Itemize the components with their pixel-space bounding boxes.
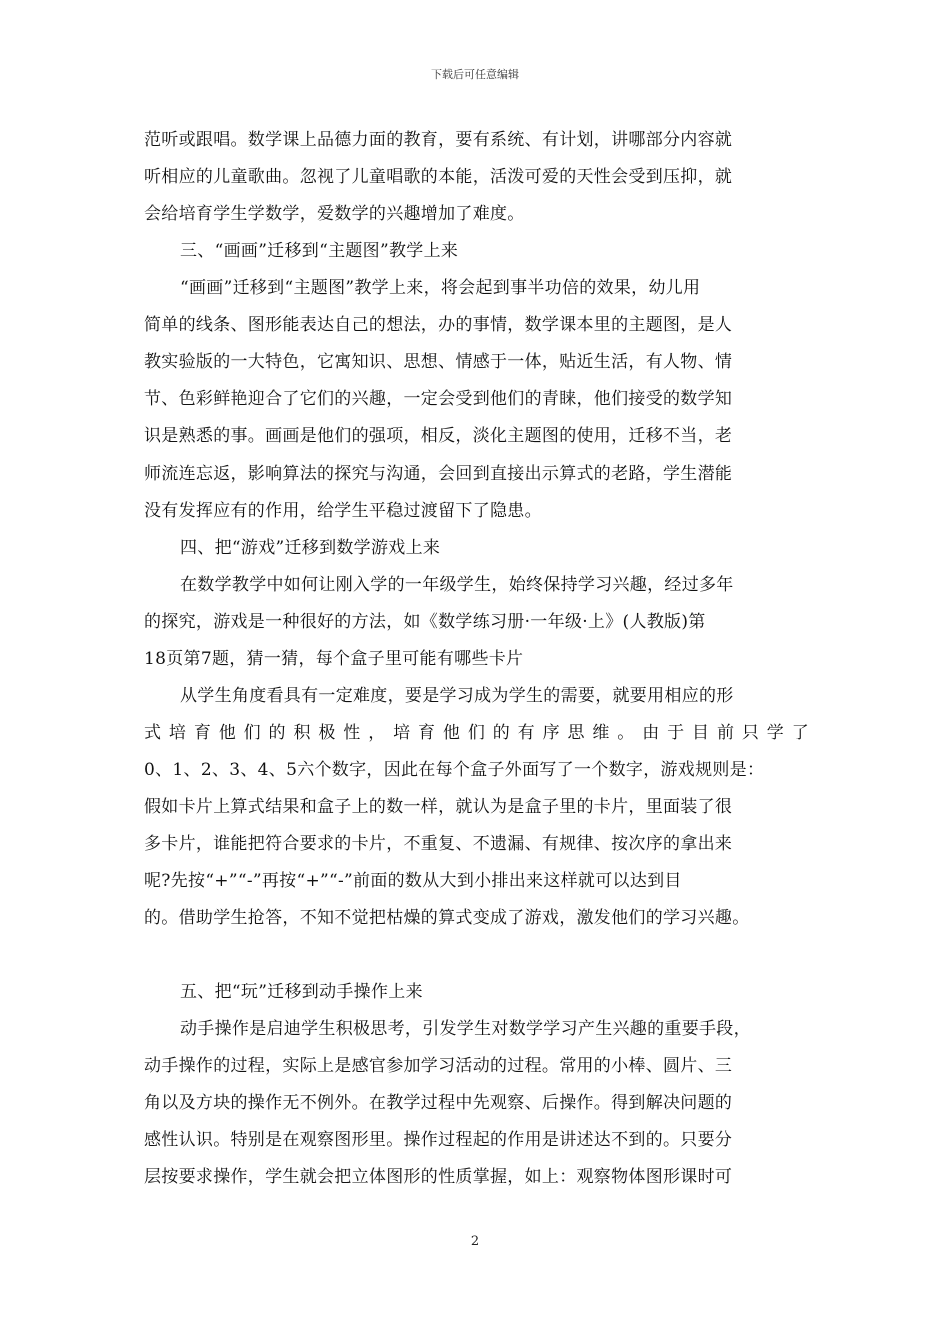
text-line: 感性认识。特别是在观察图形里。操作过程起的作用是讲述达不到的。只要分 [144,1130,733,1150]
text-line: 没有发挥应有的作用，给学生平稳过渡留下了隐患。 [144,501,542,521]
text-line: 假如卡片上算式结果和盒子上的数一样，就认为是盒子里的卡片，里面装了很 [144,797,733,817]
section-heading: 三、“画画”迁移到“主题图”教学上来 [180,241,459,261]
text-line: 在数学教学中如何让刚入学的一年级学生，始终保持学习兴趣，经过多年 [180,575,734,595]
text-line: 会给培育学生学数学，爱数学的兴趣增加了难度。 [144,204,525,224]
text-line: 多卡片，谁能把符合要求的卡片，不重复、不遗漏、有规律、按次序的拿出来 [144,834,733,854]
text-line: 的探究，游戏是一种很好的方法，如《数学练习册·一年级·上》(人教版)第 [144,612,706,632]
text-line: 动手操作是启迪学生积极思考，引发学生对数学学习产生兴趣的重要手段， [180,1019,751,1039]
text-line: “画画”迁移到“主题图”教学上来，将会起到事半功倍的效果，幼儿用 [180,278,701,298]
section-heading: 五、把“玩”迁移到动手操作上来 [180,982,423,1002]
section-heading: 四、把“游戏”迁移到数学游戏上来 [180,538,441,558]
text-line: 角以及方块的操作无不例外。在教学过程中先观察、后操作。得到解决问题的 [144,1093,733,1113]
text-line: 范听或跟唱。数学课上品德力面的教育，要有系统、有计划，讲哪部分内容就 [144,130,733,150]
text-line: 从学生角度看具有一定难度，要是学习成为学生的需要，就要用相应的形 [180,686,734,706]
page-number: 2 [470,1234,480,1249]
text-line: 18页第7题，猜一猜，每个盒子里可能有哪些卡片 [144,649,524,669]
text-line: 0、1、2、3、4、5六个数字，因此在每个盒子外面写了一个数字，游戏规则是： [144,760,765,780]
text-line: 呢?先按“+”“-”再按“+”“-”前面的数从大到小排出来这样就可以达到目 [144,871,682,891]
text-line: 师流连忘返，影响算法的探究与沟通，会回到直接出示算式的老路，学生潜能 [144,464,733,484]
text-line: 听相应的儿童歌曲。忽视了儿童唱歌的本能，活泼可爱的天性会受到压抑，就 [144,167,733,187]
text-line: 简单的线条、图形能表达自己的想法，办的事情，数学课本里的主题图，是人 [144,315,733,335]
page-header: 下载后可任意编辑 [431,68,519,81]
text-line: 节、色彩鲜艳迎合了它们的兴趣，一定会受到他们的青睐，他们接受的数学知 [144,389,733,409]
text-line: 动手操作的过程，实际上是感官参加学习活动的过程。常用的小棒、圆片、三 [144,1056,733,1076]
text-line: 的。借助学生抢答，不知不觉把枯燥的算式变成了游戏，激发他们的学习兴趣。 [144,908,750,928]
text-line: 教实验版的一大特色，它寓知识、思想、情感于一体，贴近生活，有人物、情 [144,352,733,372]
text-line: 层按要求操作，学生就会把立体图形的性质掌握，如上：观察物体图形课时可 [144,1167,733,1187]
text-line: 识是熟悉的事。画画是他们的强项，相反，淡化主题图的使用，迁移不当，老 [144,426,733,446]
text-line: 式培育他们的积极性，培育他们的有序思维。由于目前只学了 [144,723,809,743]
